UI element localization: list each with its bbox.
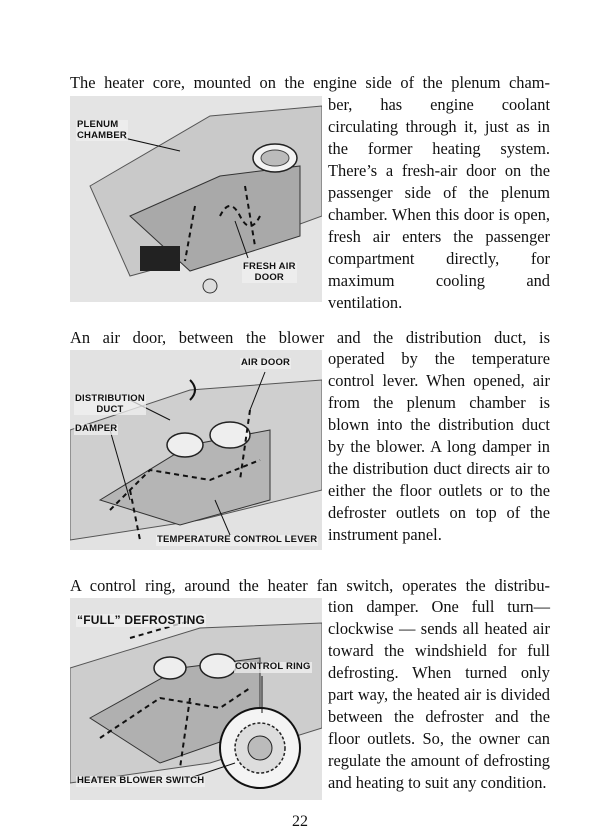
heater-blower-switch-label: HEATER BLOWER SWITCH: [77, 775, 205, 786]
distribution-duct-label: DISTRIBUTION DUCT: [75, 393, 145, 415]
section-3-lead-line: A control ring, around the heater fan switch, operates the distribu-: [70, 576, 550, 595]
fresh-air-door-label: FRESH AIR DOOR: [243, 261, 296, 283]
distribution-duct-drawing: [70, 350, 322, 550]
section-1-body-text: ber, has engine coolant circulating through it, just as in the former heating system. There’s a fresh-air door on the passenger side of the plenum chamber. When this door is open, fresh air enters the passenger compartment directly, for maximum cooling and ventilation.: [328, 95, 550, 312]
full-defrosting-label: “FULL” DEFROSTING: [77, 613, 206, 627]
plenum-chamber-label: PLENUM CHAMBER: [77, 119, 127, 141]
section-3-body-text: tion damper. One full turn—clockwise — sends all heated air toward the windshield for full defrosting. When turned only part way, the heated air is divided between the defroster and the floor outlets. So, the owner can regulate the amount of defrosting and heating to suit any condition.: [328, 597, 550, 792]
damper-label: DAMPER: [75, 423, 118, 434]
control-ring-label: CONTROL RING: [235, 661, 311, 672]
distribution-duct-illustration: [70, 350, 322, 550]
plenum-chamber-illustration: [70, 96, 322, 302]
section-2-lead-line: An air door, between the blower and the distribution duct, is: [70, 328, 550, 347]
control-ring-drawing: [70, 598, 322, 800]
section-2-body-text: operated by the temperature control lever. When opened, air from the plenum chamber is blown into the distribution duct by the blower. A long damper in the distribution duct directs air to either the floor outlets or to the defroster outlets on top of the instrument panel.: [328, 349, 550, 544]
page-number: 22: [292, 813, 308, 830]
control-ring-illustration: [70, 598, 322, 800]
temperature-control-lever-label: TEMPERATURE CONTROL LEVER: [157, 534, 318, 545]
section-1-lead-line: The heater core, mounted on the engine side of the plenum cham-: [70, 73, 550, 92]
air-door-label: AIR DOOR: [241, 357, 291, 368]
